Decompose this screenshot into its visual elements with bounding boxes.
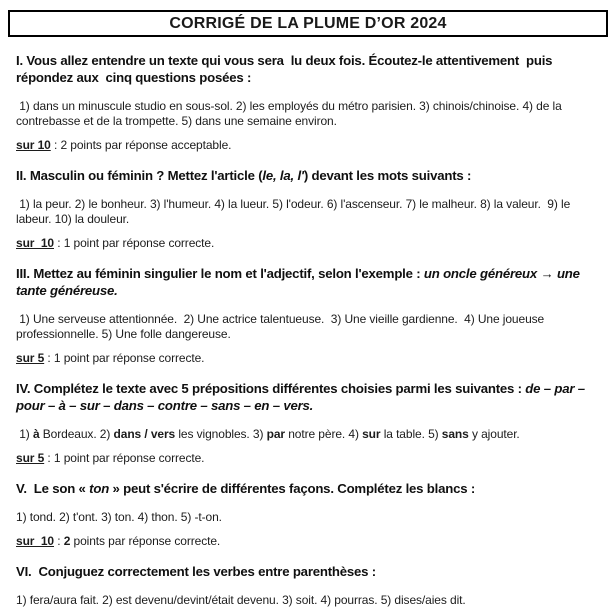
text-run: un oncle généreux → une tante généreuse. [16,266,584,298]
text-run: notre père. 4) [284,427,363,441]
section-4 [16,380,600,465]
text-run: 1) Une serveuse attentionnée. 2) Une actrice talentueuse. 3) Une vieille gardienne. 4) Une joueuse professionnelle. 5) Une folle dangereuse. [16,312,548,341]
section-3 [16,265,600,365]
text-run: sans [441,427,469,441]
section-5 [16,480,600,548]
section-3-heading [16,265,600,299]
text-run: ) devant les mots suivants : [303,168,472,183]
text-run: les vignobles. 3) [175,427,267,441]
section-1-answers [16,99,600,129]
section-1 [16,52,600,152]
text-run: ton [89,481,110,496]
section-5-score-text [54,534,220,548]
text-run: III. Mettez au féminin singulier le nom et l'adjectif, selon l'exemple : [16,266,424,281]
text-run: : [54,534,64,548]
text-run: IV. Complétez le texte avec 5 prépositions différentes choisies parmi les suivantes : [16,381,526,396]
text-run: à [32,427,40,441]
section-4-answers [16,427,600,442]
text-run: y ajouter. [468,427,520,441]
section-2-answers [16,197,600,227]
text-run: 1) la peur. 2) le bonheur. 3) l'humeur. 4) la lueur. 5) l'odeur. 6) l'ascenseur. 7) le malheur. 8) la valeur. 9) le labeur. 10) la douleur. [16,197,574,226]
section-3-score-line [16,351,600,365]
text-run: par [266,427,285,441]
text-run: 1) [16,427,33,441]
text-run: V. Le son « [16,481,90,496]
text-run: dans / vers [113,427,176,441]
section-4-score-line [16,451,600,465]
text-run: : 1 point par réponse correcte. [44,351,205,365]
section-1-score-text [51,138,232,152]
section-6 [16,563,600,608]
page-title: CORRIGÉ DE LA PLUME D’OR 2024 [169,14,447,32]
section-1-heading [16,52,600,86]
section-2-heading [16,167,600,184]
text-run: de – par – pour – à – sur – dans – contre – sans – en – vers. [16,381,589,413]
text-run: » peut s'écrire de différentes façons. Complétez les blancs : [109,481,476,496]
text-run: le, la, l' [262,168,304,183]
section-6-heading [16,563,600,580]
text-run: Bordeaux. 2) [39,427,114,441]
section-3-score-text [44,351,204,365]
text-run: points par réponse correcte. [70,534,221,548]
section-5-answers [16,510,600,525]
section-6-answers [16,593,600,608]
text-run: 2 [63,534,71,548]
title-box [8,10,608,37]
document-body [8,52,608,608]
text-run: II. Masculin ou féminin ? Mettez l'article ( [16,168,263,183]
text-run: : 1 point par réponse correcte. [54,236,215,250]
text-run: VI. Conjuguez correctement les verbes entre parenthèses : [16,564,376,579]
text-run: 1) fera/aura fait. 2) est devenu/devint/était devenu. 3) soit. 4) pourras. 5) dises/aies dit. [16,593,466,607]
section-1-score-line [16,138,600,152]
section-2-score-line [16,236,600,250]
section-1-score-label: sur 10 [16,138,51,152]
text-run: I. Vous allez entendre un texte qui vous sera lu deux fois. Écoutez-le attentivement puis répondez aux cinq questions posées : [16,53,556,85]
section-2-score-label: sur 10 [16,236,54,250]
text-run: : 2 points par réponse acceptable. [50,138,232,152]
section-4-score-text [44,451,204,465]
text-run: : 1 point par réponse correcte. [44,451,205,465]
section-5-heading [16,480,600,497]
section-3-score-label: sur 5 [16,351,45,365]
section-4-heading [16,380,600,414]
text-run: 1) tond. 2) t'ont. 3) ton. 4) thon. 5) -t-on. [16,510,222,524]
section-2-score-text [54,236,214,250]
section-4-score-label: sur 5 [16,451,45,465]
section-5-score-label: sur 10 [16,534,54,548]
section-5-score-line [16,534,600,548]
section-3-answers [16,312,600,342]
text-run: la table. 5) [380,427,442,441]
text-run: 1) dans un minuscule studio en sous-sol. 2) les employés du métro parisien. 3) chinois/chinoise. 4) de la contrebasse et de la trompette. 5) dans une semaine environ. [16,99,565,128]
text-run: sur [362,427,381,441]
section-2 [16,167,600,250]
